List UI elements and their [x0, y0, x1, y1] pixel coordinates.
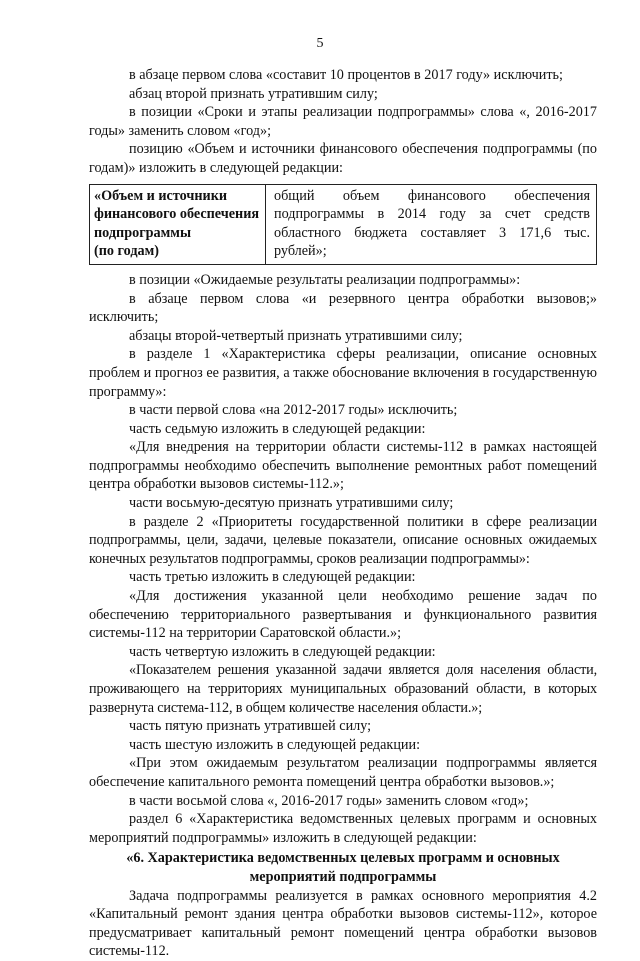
paragraph: часть шестую изложить в следующей редакции: [129, 736, 421, 753]
paragraph: в разделе 1 «Характеристика сферы реализации, описание основных проблем и прогноз ее развития, а также обоснование включения в государственную программу»: [89, 346, 597, 400]
table-cell-label: «Объем и источники финансового обеспечения подпрограммы (по годам) [90, 185, 266, 264]
paragraph: в части восьмой слова «, 2016-2017 годы» заменить словом «год»; [129, 792, 529, 809]
paragraph: абзацы второй-четвертый признать утратившими силу; [129, 327, 463, 344]
paragraph: в абзаце первом слова «и резервного центра обработки вызовов;» исключить; [89, 290, 597, 326]
paragraph: в позиции «Ожидаемые результаты реализации подпрограммы»: [129, 271, 521, 288]
funding-table [89, 184, 597, 265]
paragraph: в позиции «Сроки и этапы реализации подпрограммы» слова «, 2016-2017 годы» заменить словом «год»; [89, 104, 597, 139]
paragraph: в части первой слова «на 2012-2017 годы» исключить; [129, 402, 458, 419]
paragraph: позицию «Объем и источники финансового обеспечения подпрограммы (по годам)» изложить в следующей редакции: [89, 141, 597, 176]
paragraph: часть пятую признать утратившей силу; [129, 718, 372, 735]
document-body [89, 66, 597, 961]
paragraph: абзац второй признать утратившим силу; [129, 85, 378, 102]
paragraph: в абзаце первом слова «составит 10 процентов в 2017 году» исключить; [129, 67, 563, 83]
paragraph: части восьмую-десятую признать утратившими силу; [129, 495, 454, 512]
section-heading: «6. Характеристика ведомственных целевых программ и основных мероприятий подпрограммы [126, 850, 560, 885]
page-number: 5 [316, 36, 324, 51]
paragraph: «Для достижения указанной цели необходимо решение задач по обеспечению территориального развертывания и функционального развития системы-112 на территории Саратовской области.»; [89, 588, 597, 642]
table-cell-value: общий объем финансового обеспечения подпрограммы в 2014 году за счет средств областного бюджета составляет 3 171,6 тыс. рублей»; [274, 187, 590, 260]
paragraph: раздел 6 «Характеристика ведомственных целевых программ и основных мероприятий подпрограммы» изложить в следующей редакции: [89, 811, 597, 846]
paragraph: в разделе 2 «Приоритеты государственной политики в сфере реализации подпрограммы, цели, задачи, целевые показатели, описание основных ожидаемых конечных результатов подпрограммы, сроков реализации подпрограммы»: [89, 513, 597, 567]
paragraph: часть третью изложить в следующей редакции: [129, 569, 416, 586]
paragraph: «Показателем решения указанной задачи является доля населения области, проживающего на территориях муниципальных образований области, в которых развернута система-112, в общем количестве населения области.»; [89, 662, 597, 716]
paragraph: часть седьмую изложить в следующей редакции: [129, 420, 426, 437]
paragraph: «При этом ожидаемым результатом реализации подпрограммы является обеспечение капитального ремонта помещений центра обработки вызовов.»; [89, 755, 597, 790]
paragraph: «Для внедрения на территории области системы-112 в рамках настоящей подпрограммы необходимо обеспечить выполнение ремонтных работ помещений центра обработки вызовов системы-112.»; [89, 439, 597, 493]
paragraph: Задача подпрограммы реализуется в рамках основного мероприятия 4.2 «Капитальный ремонт здания центра обработки вызовов системы-112», которое предусматривает капитальный ремонт помещений центра обработки вызовов системы-112. [89, 887, 597, 960]
paragraph: часть четвертую изложить в следующей редакции: [129, 643, 436, 660]
